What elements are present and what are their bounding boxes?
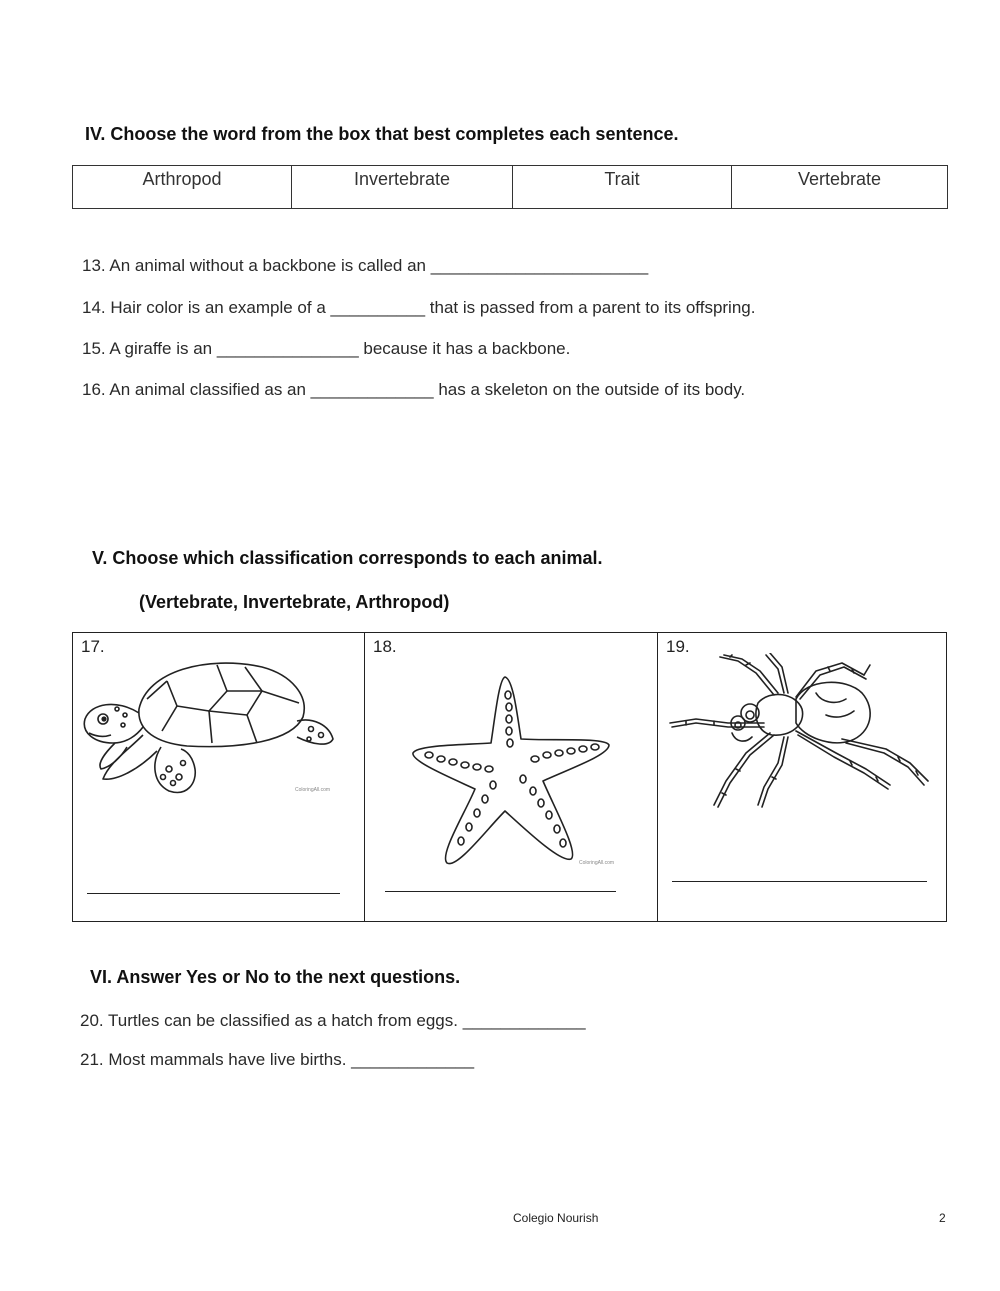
question-20: 20. Turtles can be classified as a hatch from eggs. _____________ xyxy=(80,1011,586,1030)
page-number: 2 xyxy=(939,1211,946,1225)
image-credit: ColoringAll.com xyxy=(579,860,615,866)
section-4-heading: IV. Choose the word from the box that best completes each sentence. xyxy=(85,124,679,144)
footer-school: Colegio Nourish xyxy=(513,1211,599,1225)
image-credit: ColoringAll.com xyxy=(295,787,331,793)
answer-line-17 xyxy=(87,893,340,894)
animal-cell-starfish xyxy=(365,633,658,921)
word-box-cell: Invertebrate xyxy=(292,166,513,208)
item-number: 18. xyxy=(373,637,397,656)
animal-cell-spider xyxy=(658,633,946,921)
section-5-heading: V. Choose which classification corresponds to each animal. xyxy=(92,548,603,568)
word-box-cell: Arthropod xyxy=(73,166,292,208)
spider-drawing xyxy=(666,653,938,809)
answer-line-18 xyxy=(385,891,616,892)
section-6-heading: VI. Answer Yes or No to the next questions. xyxy=(90,967,461,987)
word-box-cell: Trait xyxy=(513,166,732,208)
turtle-drawing xyxy=(77,651,339,801)
item-number: 19. xyxy=(666,637,690,656)
question-15: 15. A giraffe is an _______________ because it has a backbone. xyxy=(82,339,571,358)
animal-cell-turtle xyxy=(73,633,365,921)
starfish-drawing xyxy=(409,673,615,869)
question-14: 14. Hair color is an example of a __________ that is passed from a parent to its offspring. xyxy=(82,298,756,317)
word-box xyxy=(72,165,948,209)
word-box-cell: Vertebrate xyxy=(797,169,882,189)
animal-grid xyxy=(72,632,947,922)
question-13: 13. An animal without a backbone is called an _______________________ xyxy=(82,256,649,275)
question-16: 16. An animal classified as an _____________ has a skeleton on the outside of its body. xyxy=(82,380,746,399)
answer-line-19 xyxy=(672,881,927,882)
question-21: 21. Most mammals have live births. _____________ xyxy=(80,1050,475,1069)
section-5-subheading: (Vertebrate, Invertebrate, Arthropod) xyxy=(139,592,450,612)
item-number: 17. xyxy=(81,637,105,656)
